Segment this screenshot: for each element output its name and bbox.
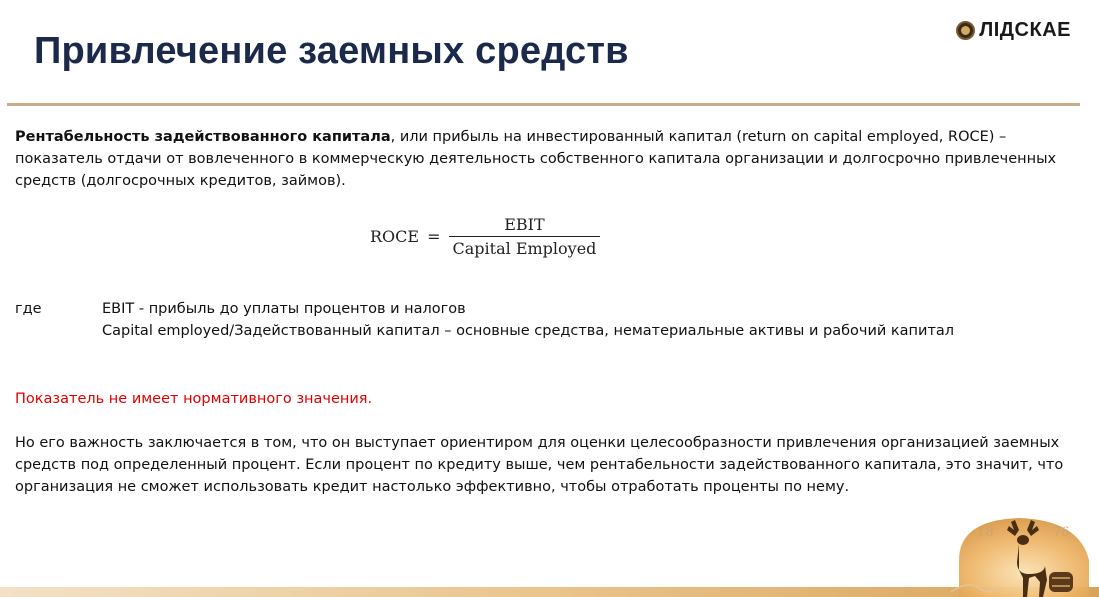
formula-lhs: ROCE (370, 227, 420, 246)
badge-year-right: 76 (1053, 525, 1070, 540)
where-definition-capital: Capital employed/Задействованный капитал – основные средства, нематериальные активы и рабочий капитал (102, 323, 955, 339)
roce-formula (370, 215, 600, 258)
formula-numerator: EBIT (504, 215, 545, 234)
formula-denominator: Capital Employed (452, 239, 597, 258)
formula-fraction (449, 215, 601, 258)
where-definition-ebit: EBIT - прибыль до уплаты процентов и налогов (102, 301, 466, 317)
slide-title: Привлечение заемных средств (34, 30, 629, 72)
intro-term: Рентабельность задействованного капитала (15, 129, 391, 145)
formula-equals: = (427, 227, 441, 246)
where-label: где (15, 301, 42, 317)
body-paragraph: Но его важность заключается в том, что он выступает ориентиром для оценки целесообразности привлечения организацией заемных средств под определенный процент. Если процент по кредиту выше, чем рентабельности задействованного капитала, это значит, что организация не сможет использовать кредит настолько эффективно, чтобы отработать проценты по нему. (15, 435, 1064, 495)
badge-year-left: 18 (977, 525, 994, 540)
warning-text: Показатель не имеет нормативного значения. (15, 391, 373, 407)
brand-logo (956, 17, 1071, 43)
logo-text: ЛIДСКАЕ (979, 18, 1071, 41)
bottom-band (0, 587, 1099, 597)
barrel-icon (1049, 572, 1073, 592)
logo-emblem-icon (956, 21, 975, 40)
deer-badge (949, 500, 1099, 597)
intro-paragraph (15, 126, 1075, 192)
title-divider (7, 103, 1080, 106)
intro-definition: , или прибыль на инвестированный капитал (return on capital employed, ROCE) – показатель отдачи от вовлеченного в коммерческую деятельность собственного капитала организации и долгосрочно привлеченных средств (долгосрочных кредитов, займов). (15, 129, 1057, 189)
